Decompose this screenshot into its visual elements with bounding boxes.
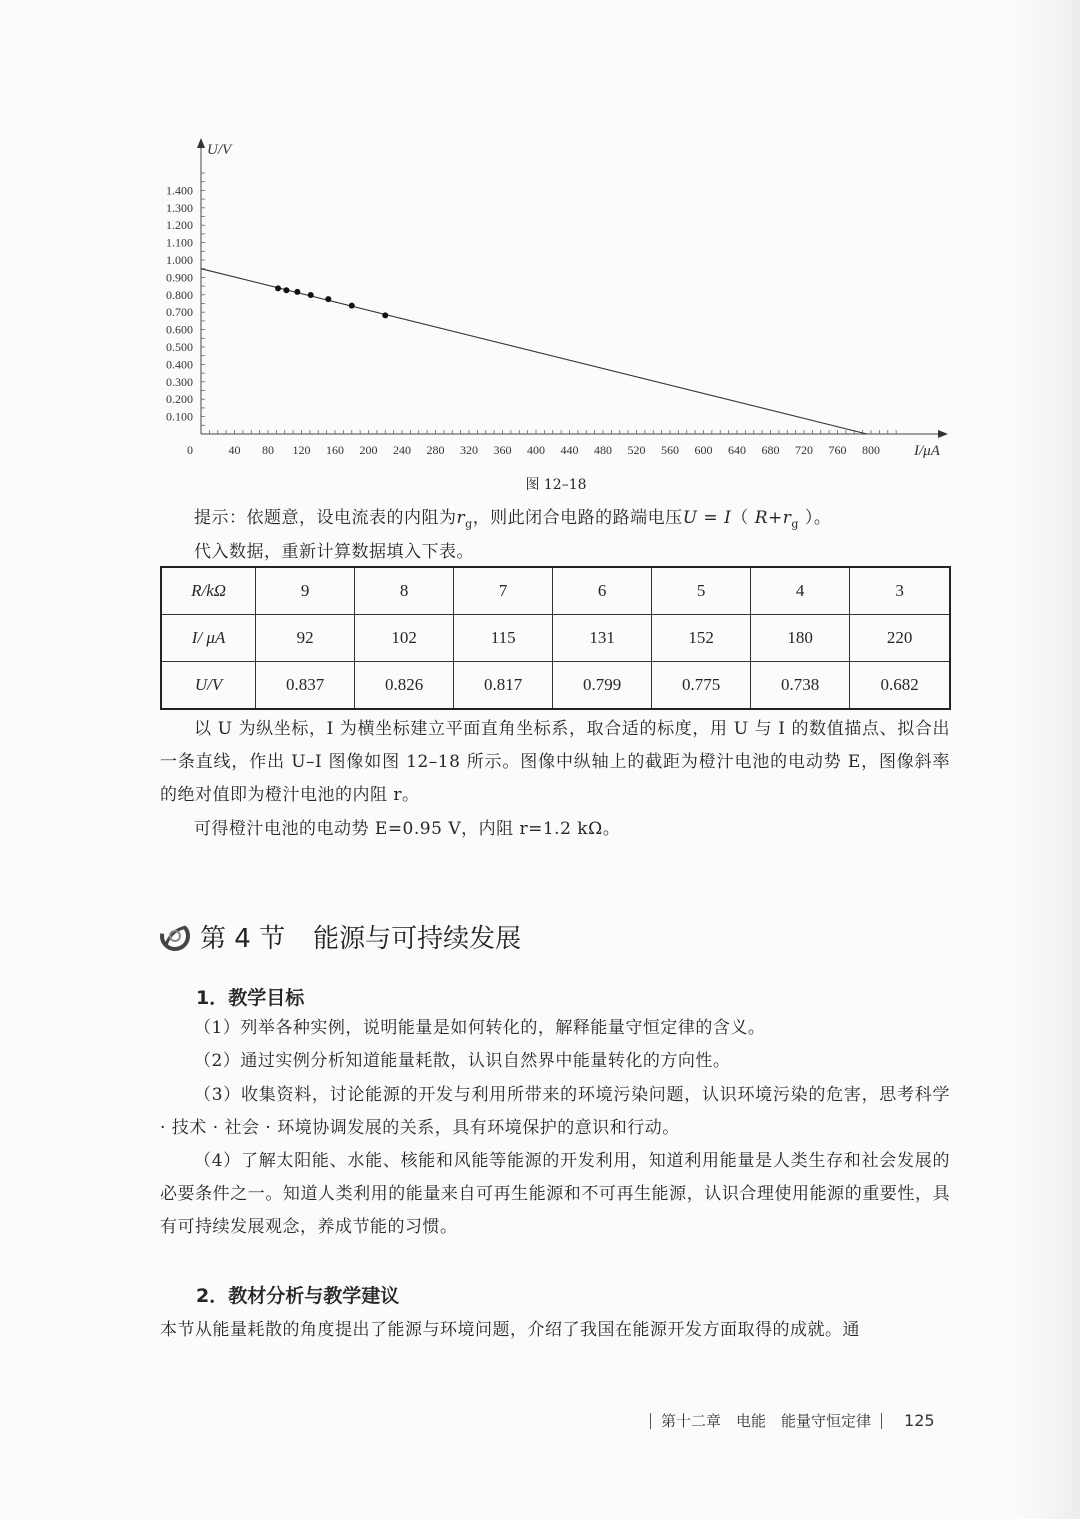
y-tick-label: 0.200 [166,392,193,407]
x-tick-label: 760 [828,443,847,457]
x-tick-label: 680 [761,443,780,457]
origin-label: 0 [187,443,193,457]
table-cell: 115 [454,615,553,662]
formula-r: R [754,508,769,528]
table-cell: 6 [553,567,652,615]
formula-rg-sub: g [791,517,799,531]
y-tick-label: 0.100 [166,409,193,424]
hint-var-sub: g [465,517,473,531]
x-tick-label: 320 [460,443,478,457]
footer-chapter: 第十二章 电能 能量守恒定律 [661,1412,872,1430]
table-row [161,662,950,710]
x-tick-label: 400 [527,443,545,457]
data-point [283,287,289,293]
table-cell: 4 [751,567,850,615]
x-tick-label: 280 [426,443,445,457]
x-tick-label: 200 [359,443,378,457]
swirl-leaf-icon [158,919,192,953]
table-row-header: I/ μA [161,615,256,662]
x-axis-arrow [938,430,948,438]
x-tick-label: 360 [493,443,512,457]
page-number: 125 [904,1411,935,1430]
x-tick-label: 40 [228,443,241,457]
table-cell: 131 [553,615,652,662]
u-i-chart [150,130,960,465]
x-tick-label: 720 [795,443,813,457]
x-tick-label: 120 [292,443,311,457]
data-point [349,303,355,309]
y-tick-label: 0.500 [166,340,193,354]
fit-line [201,269,867,434]
y-tick-label: 1.300 [166,200,193,215]
table-cell: 7 [454,567,553,615]
material-heading: 2．教材分析与教学建议 [196,1285,400,1307]
y-tick-label: 1.200 [166,218,193,233]
table-row [161,615,950,662]
x-axis-label: I/μA [914,443,940,459]
formula-i: I [724,508,732,528]
y-tick-label: 0.300 [166,374,193,389]
goal-item-4: （4）了解太阳能、水能、核能和风能等能源的开发利用，知道利用能量是人类生存和社会发展的必要条件之一。知道人类利用的能量来自可再生能源和不可再生能源，认识合理使用能源的重要性，具有可持续发展观念，养成节能的习惯。 [160,1151,950,1237]
footer-divider [881,1413,882,1429]
x-tick-label: 800 [862,443,880,457]
y-tick-label: 0.700 [166,305,193,320]
goal-item-3: （3）收集资料，讨论能源的开发与利用所带来的环境污染问题，认识环境污染的危害，思考科学 · 技术 · 社会 · 环境协调发展的关系，具有环境保护的意识和行动。 [160,1085,950,1138]
table-cell: 0.826 [355,662,454,710]
table-cell: 220 [850,615,950,662]
x-tick-label: 240 [393,443,411,457]
x-tick-label: 640 [728,443,746,457]
y-tick-label: 1.000 [166,253,193,267]
hint-var-r: r [456,508,466,528]
table-cell: 152 [652,615,751,662]
section-number: 第 4 节 [200,923,286,954]
table-row [161,567,950,615]
figure-caption: 图 12–18 [525,477,587,493]
x-tick-label: 520 [627,443,646,457]
table-cell: 0.837 [256,662,355,710]
data-point [294,289,300,295]
hint-paragraph-2: 代入数据，重新计算数据填入下表。 [194,542,474,562]
table-row-header: U/V [161,662,256,710]
y-tick-label: 1.400 [166,183,193,198]
x-tick-label: 80 [262,443,274,457]
formula-u: U [682,508,698,528]
x-tick-label: 440 [560,443,579,457]
x-tick-label: 560 [661,443,679,457]
goal-item-2: （2）通过实例分析知道能量耗散，认识自然界中能量转化的方向性。 [194,1051,731,1071]
data-table [160,566,951,710]
y-tick-label: 0.600 [166,322,193,337]
conclusion-paragraph: 可得橙汁电池的电动势 E=0.95 V，内阻 r=1.2 kΩ。 [194,819,621,839]
page-footer [640,1410,945,1431]
table-cell: 9 [256,567,355,615]
table-cell: 0.817 [454,662,553,710]
formula-rg: r [782,508,792,528]
x-tick-label: 480 [594,443,612,457]
page-spine-shadow [1010,0,1080,1519]
table-cell: 92 [256,615,355,662]
table-cell: 3 [850,567,950,615]
table-cell: 0.738 [751,662,850,710]
table-cell: 5 [652,567,751,615]
x-tick-label: 600 [694,443,713,457]
hint-text-b: ，则此闭合电路的路端电压 [472,508,683,528]
hint-paragraph [160,502,950,540]
goal-item-1: （1）列举各种实例，说明能量是如何转化的，解释能量守恒定律的含义。 [194,1018,766,1038]
material-paragraph: 本节从能量耗散的角度提出了能源与环境问题，介绍了我国在能源开发方面取得的成就。通 [160,1320,860,1340]
section-title [158,914,521,958]
table-cell: 0.775 [652,662,751,710]
table-cell: 8 [355,567,454,615]
y-axis-arrow [197,138,205,148]
table-cell: 0.799 [553,662,652,710]
y-tick-label: 0.800 [166,287,193,302]
table-cell: 180 [751,615,850,662]
table-row-header: R/kΩ [161,567,256,615]
formula-eq: = [697,508,725,528]
data-point [382,312,388,318]
goals-heading: 1．教学目标 [196,987,305,1009]
data-point [275,285,281,291]
y-tick-label: 0.400 [166,357,193,372]
y-tick-label: 0.900 [166,270,193,285]
table-cell: 102 [355,615,454,662]
formula-plus: + [768,508,783,528]
data-point [325,296,331,302]
data-point [308,292,314,298]
footer-divider [650,1413,651,1429]
hint-text-a: 提示：依题意，设电流表的内阻为 [194,508,457,528]
x-tick-label: 160 [326,443,344,457]
y-axis-label: U/V [207,142,232,158]
section-name: 能源与可持续发展 [313,923,522,954]
y-tick-label: 1.100 [166,235,193,250]
table-cell: 0.682 [850,662,950,710]
formula-rparen: ）。 [798,508,832,528]
formula-lparen: （ [731,508,755,528]
analysis-paragraph: 以 U 为纵坐标，I 为横坐标建立平面直角坐标系，取合适的标度，用 U 与 I 的数值描点、拟合出一条直线，作出 U–I 图像如图 12–18 所示。图像中纵轴上的截距为橙汁电池的电动势 E，图像斜率的绝对值即为橙汁电池的内阻 r。 [160,719,950,805]
